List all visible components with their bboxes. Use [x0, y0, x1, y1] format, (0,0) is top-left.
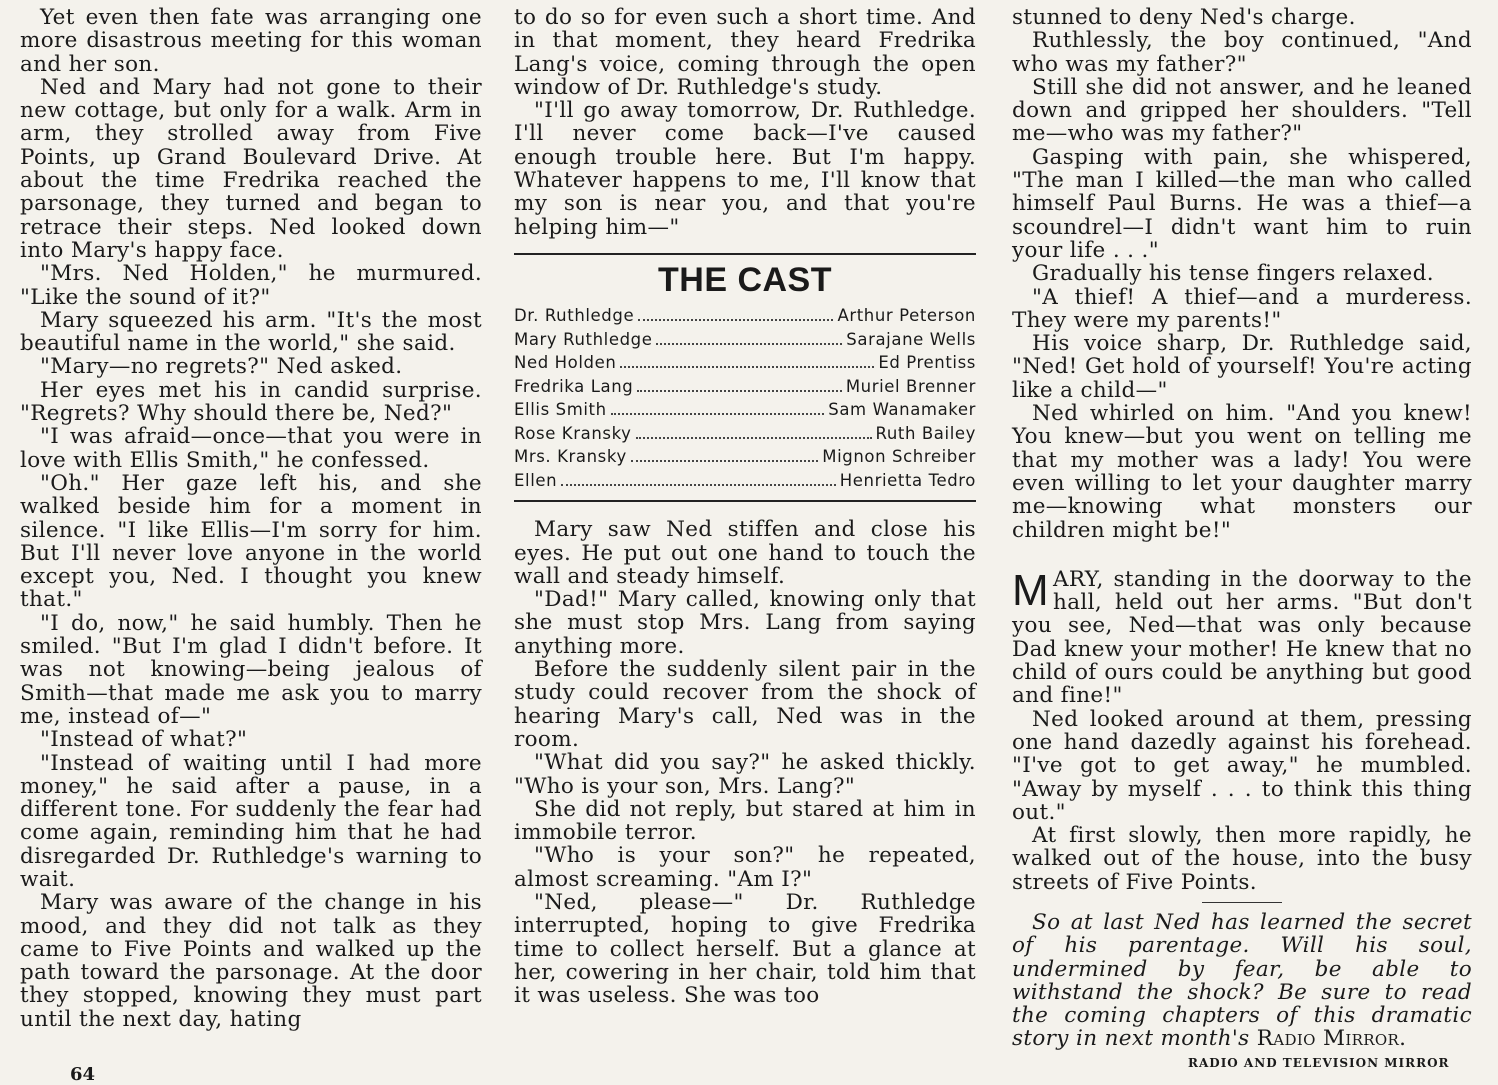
paragraph: "I'll go away tomorrow, Dr. Ruthledge. I'll never come back—I've caused enough trouble here. But I'm happy. Whatever happens to me, I'll know that my son is near you, and that you're helping him—"	[514, 98, 976, 240]
column-left	[20, 6, 482, 1031]
paragraph: "Oh." Her gaze left his, and she walked beside him for a moment in silence. "I like Ellis—I'm sorry for him. But I'll never love anyone in the world except you, Ned. I thought you knew that."	[20, 470, 482, 613]
paragraph: "I was afraid—once—that you were in love with Ellis Smith," he confessed.	[20, 424, 482, 473]
teaser	[1012, 911, 1472, 1051]
leader-dots	[620, 366, 874, 368]
paragraph: "Who is your son?" he repeated, almost screaming. "Am I?"	[514, 843, 976, 892]
cast-row	[514, 328, 976, 352]
leader-dots	[637, 390, 841, 392]
cast-row	[514, 304, 976, 328]
paragraph: Her eyes met his in candid surprise. "Regrets? Why should there be, Ned?"	[20, 377, 482, 427]
leader-dots	[611, 413, 825, 415]
cast-row	[514, 398, 976, 422]
cast-role: Dr. Ruthledge	[514, 306, 635, 326]
cast-title: THE CAST	[658, 260, 832, 299]
paragraph: Ned whirled on him. "And you knew! You knew—but you went on telling me that my mother was a lady! You were even willing to let your daughter marry me—knowing what monsters our children might be!"	[1012, 401, 1472, 543]
paragraph: "Ned, please—" Dr. Ruthledge interrupted, hoping to give Fredrika time to collect herself. But a glance at her, cowering in her chair, told him that it was useless. She was too	[514, 890, 976, 1009]
divider	[514, 253, 976, 255]
paragraph: Gradually his tense fingers relaxed.	[1032, 261, 1434, 287]
paragraph: Yet even then fate was arranging one more disastrous meeting for this woman and her son.	[20, 5, 482, 77]
cast-role: Mary Ruthledge	[514, 329, 653, 349]
cast-role: Mrs. Kransky	[514, 447, 627, 467]
paragraph: "Mary—no regrets?" Ned asked.	[40, 354, 403, 380]
cast-actor: Mignon Schreiber	[822, 447, 976, 467]
cast-role: Ned Holden	[514, 353, 617, 373]
paragraph: His voice sharp, Dr. Ruthledge said, "Ned! Get hold of yourself! You're acting like a child—"	[1012, 331, 1472, 403]
paragraph: "Instead of what?"	[40, 727, 248, 753]
cast-actor: Ruth Bailey	[875, 423, 976, 443]
dropcap-paragraph	[1012, 565, 1472, 709]
cast-actor: Sarajane Wells	[846, 329, 976, 349]
cast-actor: Muriel Brenner	[845, 376, 976, 396]
dropcap: M	[1012, 565, 1050, 615]
paragraph: Mary squeezed his arm. "It's the most beautiful name in the world," she said.	[20, 307, 482, 357]
cast-list	[514, 304, 976, 492]
paragraph: She did not reply, but stared at him in immobile terror.	[514, 796, 976, 846]
paragraph: Still she did not answer, and he leaned down and gripped her shoulders. "Tell me—who was my father?"	[1012, 74, 1472, 147]
cast-role: Ellen	[514, 470, 558, 490]
cast-row	[514, 375, 976, 399]
page-number: 64	[70, 1064, 96, 1085]
leader-dots	[638, 319, 833, 321]
cast-role: Rose Kransky	[514, 423, 632, 443]
dropcap-text: ARY, standing in the doorway to the hall, held out her arms. "But don't you see, Ned—that was only because Dad knew your mother! He knew that no child of ours could be anything but good and fine!"	[1012, 566, 1472, 709]
paragraph: At first slowly, then more rapidly, he walked out of the house, into the busy streets of Five Points.	[1012, 823, 1472, 895]
cast-role: Fredrika Lang	[514, 376, 634, 396]
paragraph: "A thief! A thief—and a murderess. They were my parents!"	[1012, 284, 1472, 333]
cast-actor: Henrietta Tedro	[839, 470, 976, 490]
magazine-name: Radio Mirror.	[1256, 1026, 1407, 1052]
cast-actor: Sam Wanamaker	[828, 400, 976, 420]
leader-dots	[561, 484, 836, 486]
cast-actor: Ed Prentiss	[878, 353, 976, 373]
leader-dots	[636, 437, 872, 439]
paragraph: "I do, now," he said humbly. Then he smiled. "But I'm glad I didn't before. It was not knowing—being jealous of Smith—that made me ask you to marry me, instead of—"	[20, 610, 482, 729]
cast-role: Ellis Smith	[514, 400, 607, 420]
divider	[1202, 902, 1282, 903]
divider	[514, 500, 976, 502]
paragraph: "Dad!" Mary called, knowing only that she must stop Mrs. Lang from saying anything more.	[514, 587, 976, 659]
paragraph: Gasping with pain, she whispered, "The man I killed—the man who called himself Paul Burns. He was a thief—a scoundrel—I didn't want him to ruin your life . . ."	[1012, 144, 1472, 263]
paragraph: "Instead of waiting until I had more money," he said after a pause, in a different tone. For suddenly the fear had come again, reminding him that he had disregarded Dr. Ruthledge's warning to wait.	[20, 750, 482, 892]
column-middle	[514, 6, 976, 1008]
paragraph: Ruthlessly, the boy continued, "And who was my father?"	[1012, 28, 1472, 77]
cast-row	[514, 469, 976, 493]
leader-dots	[656, 343, 842, 345]
leader-dots	[631, 460, 818, 462]
teaser-text	[1012, 911, 1472, 1051]
paragraph: "What did you say?" he asked thickly. "Who is your son, Mrs. Lang?"	[514, 750, 976, 799]
column-right	[1012, 6, 1472, 1051]
paragraph: "Mrs. Ned Holden," he murmured. "Like the sound of it?"	[20, 261, 482, 310]
paragraph: to do so for even such a short time. And in that moment, they heard Fredrika Lang's voice, coming through the open window of Dr. Ruthledge's study.	[514, 5, 976, 100]
paragraph: stunned to deny Ned's charge.	[1012, 5, 1356, 30]
cast-row	[514, 422, 976, 446]
teaser-body: So at last Ned has learned the secret of his parentage. Will his soul, undermined by fear, be able to withstand the shock? Be sure to read the coming chapters of this dramatic story in next month's	[1012, 909, 1472, 1052]
paragraph: Ned and Mary had not gone to their new cottage, but only for a walk. Arm in arm, they strolled away from Five Points, up Grand Boulevard Drive. At about the time Fredrika reached the parsonage, they turned and began to retrace their steps. Ned looked down into Mary's happy face.	[20, 74, 482, 263]
paragraph: Before the suddenly silent pair in the study could recover from the shock of hearing Mary's call, Ned was in the room.	[514, 657, 976, 752]
cast-actor: Arthur Peterson	[837, 306, 976, 326]
paragraph: Mary saw Ned stiffen and close his eyes. He put out one hand to touch the wall and steady himself.	[514, 517, 976, 589]
paragraph: Mary was aware of the change in his mood, and they did not talk as they came to Five Points and walked up the path toward the parsonage. At the door they stopped, knowing they must part until the next day, hating	[20, 890, 482, 1032]
paragraph: Ned looked around at them, pressing one hand dazedly against his forehead. "I've got to get away," he mumbled. "Away by myself . . . to think this thing out."	[1012, 706, 1472, 825]
running-footer: RADIO AND TELEVISION MIRROR	[1188, 1056, 1450, 1070]
cast-row	[514, 351, 976, 375]
cast-row	[514, 445, 976, 469]
